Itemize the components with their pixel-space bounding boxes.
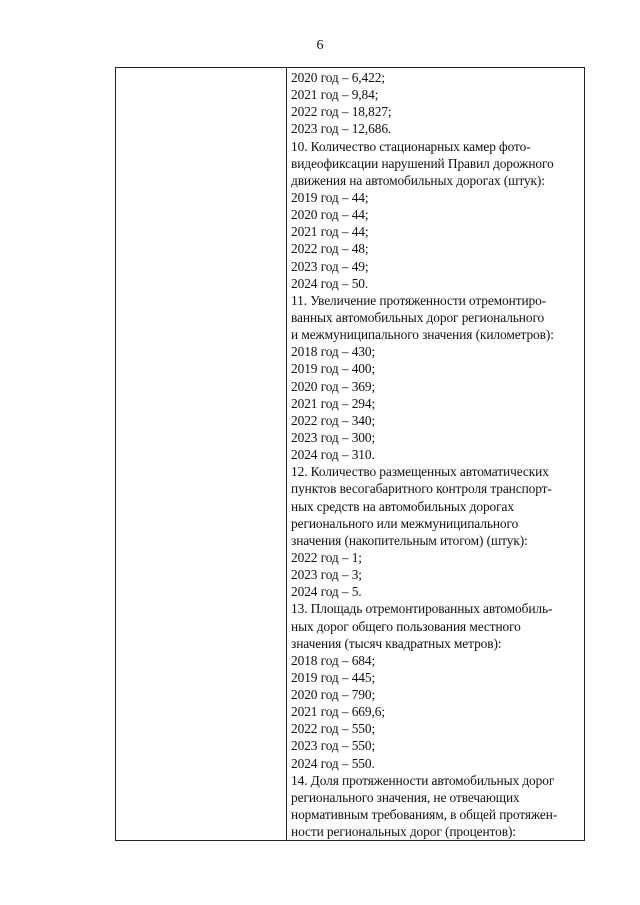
text-line: 2022 год – 1; — [291, 549, 362, 565]
text-line: регионального значения, не отвечающих — [291, 789, 520, 805]
text-line: значения (накопительным итогом) (штук): — [291, 532, 528, 548]
text-line: пунктов весогабаритного контроля транспорт- — [291, 481, 552, 497]
table-text-cell — [291, 69, 586, 840]
text-line: 2019 год – 44; — [291, 189, 369, 205]
text-line: 2021 год – 669,6; — [291, 704, 385, 720]
text-line: 2023 год – 49; — [291, 258, 369, 274]
text-line: ных дорог общего пользования местного — [291, 618, 521, 634]
column-divider — [286, 68, 287, 840]
text-line: 14. Доля протяженности автомобильных дорог — [291, 772, 555, 788]
text-line: 2020 год – 790; — [291, 687, 376, 703]
text-line: 2024 год – 5. — [291, 584, 362, 600]
text-line: 12. Количество размещенных автоматических — [291, 464, 549, 480]
text-line: 2024 год – 310. — [291, 447, 375, 463]
text-line: 2019 год – 445; — [291, 669, 376, 685]
text-line: 2023 год – 550; — [291, 738, 376, 754]
text-line: ных средств на автомобильных дорогах — [291, 498, 514, 514]
text-line: 10. Количество стационарных камер фото- — [291, 138, 531, 154]
text-line: 2018 год – 684; — [291, 652, 376, 668]
text-line: 2022 год – 340; — [291, 412, 376, 428]
text-line: движения на автомобильных дорогах (штук): — [291, 172, 545, 188]
text-line: нормативным требованиям, в общей протяжен- — [291, 807, 558, 823]
text-line: 2020 год – 6,422; — [291, 70, 385, 85]
text-line: и межмуниципального значения (километров): — [291, 327, 554, 343]
text-line: регионального или межмуниципального — [291, 515, 519, 531]
text-line: 2023 год – 300; — [291, 429, 376, 445]
text-line: 2021 год – 9,84; — [291, 87, 379, 103]
text-line: видеофиксации нарушений Правил дорожного — [291, 155, 554, 171]
text-line: 2021 год – 44; — [291, 224, 369, 240]
text-line: 2020 год – 369; — [291, 378, 376, 394]
text-line: 2022 год – 48; — [291, 241, 369, 257]
text-line: 2018 год – 430; — [291, 344, 376, 360]
text-line: 2024 год – 50. — [291, 275, 369, 291]
text-line: значения (тысяч квадратных метров): — [291, 635, 502, 651]
text-line: 2022 год – 550; — [291, 721, 376, 737]
text-line: 2019 год – 400; — [291, 361, 376, 377]
text-line: 2022 год – 18,827; — [291, 104, 392, 120]
text-line: 2020 год – 44; — [291, 207, 369, 223]
text-line: 2023 год – 3; — [291, 567, 362, 583]
text-line: 13. Площадь отремонтированных автомобиль- — [291, 601, 553, 617]
document-table — [115, 67, 585, 841]
text-line: 2023 год – 12,686. — [291, 121, 392, 137]
text-line: ности региональных дорог (процентов): — [291, 824, 516, 840]
text-line: 2021 год – 294; — [291, 395, 376, 411]
text-line: 11. Увеличение протяженности отремонтиро- — [291, 292, 547, 308]
page-number: 6 — [316, 38, 324, 53]
text-line: 2024 год – 550. — [291, 755, 375, 771]
text-line: ванных автомобильных дорог регионального — [291, 309, 545, 325]
